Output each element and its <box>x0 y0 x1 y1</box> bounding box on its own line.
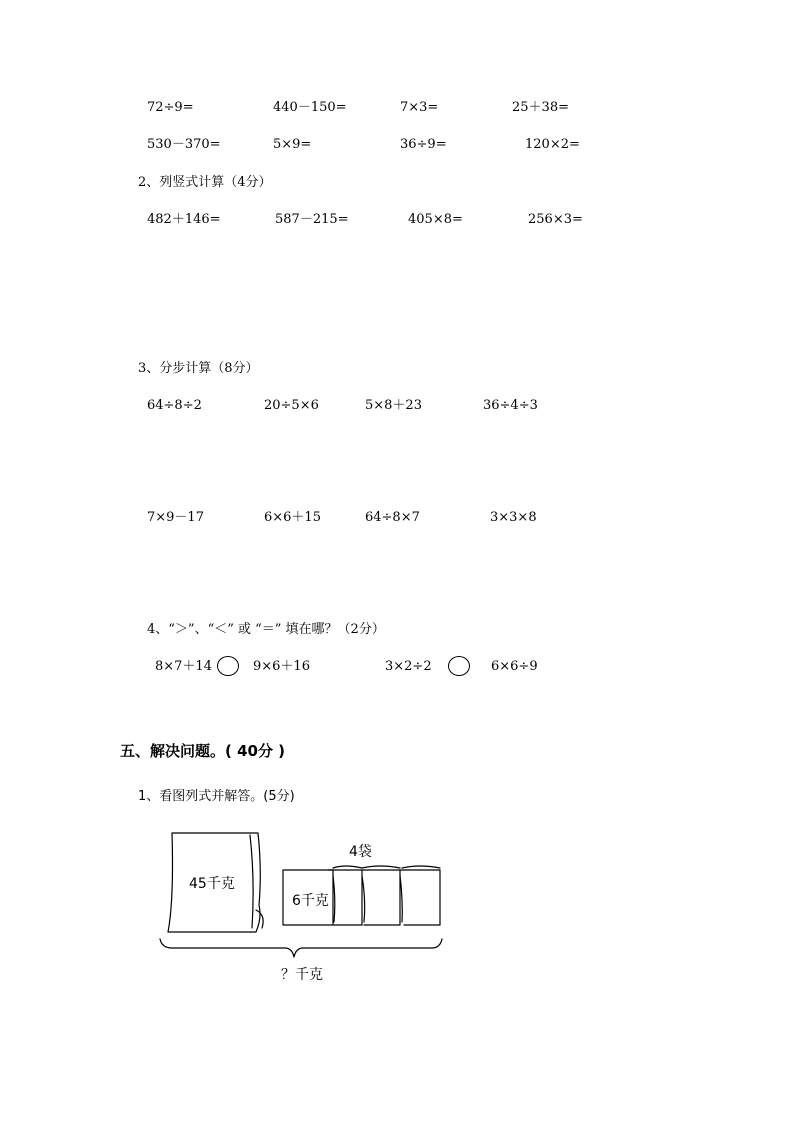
total-weight-label: ？千克 <box>281 967 323 983</box>
steps-item: 20÷5×6 <box>264 398 319 413</box>
oral-item: 72÷9= <box>147 100 194 115</box>
compare-right-expression: 9×6＋16 <box>253 659 310 674</box>
vertical-item: 256×3= <box>528 212 583 227</box>
oral-item: 440－150= <box>273 100 347 115</box>
oral-item: 5×9= <box>273 137 312 152</box>
steps-section-title: 3、分步计算（8分） <box>138 361 259 376</box>
total-brace <box>160 939 442 957</box>
section-five-heading: 五、解决问题。( 40分 ) <box>120 742 286 760</box>
bag-count-label: 4袋 <box>349 844 372 860</box>
vertical-item: 587－215= <box>275 212 349 227</box>
small-bag-label: 6千克 <box>292 893 329 909</box>
oral-item: 25＋38= <box>512 100 569 115</box>
steps-item: 3×3×8 <box>490 510 537 525</box>
compare-section-title: 4、“＞”、“＜” 或 “＝” 填在哪？（2分） <box>147 622 385 637</box>
compare-right-expression: 6×6÷9 <box>491 659 538 674</box>
question-one-prompt: 1、看图列式并解答。(5分) <box>138 789 295 804</box>
steps-item: 5×8＋23 <box>365 398 422 413</box>
steps-item: 6×6＋15 <box>264 510 321 525</box>
steps-item: 7×9－17 <box>147 510 204 525</box>
large-sack-label: 45千克 <box>189 876 235 892</box>
vertical-item: 482＋146= <box>147 212 221 227</box>
steps-item: 64÷8÷2 <box>147 398 202 413</box>
oral-item: 7×3= <box>400 100 439 115</box>
small-bag-shape <box>400 870 440 925</box>
compare-left-expression: 3×2÷2 <box>385 659 432 674</box>
vertical-section-title: 2、列竖式计算（4分） <box>138 175 272 190</box>
oral-item: 120×2= <box>525 137 580 152</box>
vertical-item: 405×8= <box>408 212 463 227</box>
steps-item: 36÷4÷3 <box>483 398 538 413</box>
steps-item: 64÷8×7 <box>365 510 420 525</box>
compare-left-expression: 8×7＋14 <box>155 659 212 674</box>
oral-item: 36÷9= <box>400 137 447 152</box>
small-bag-shape <box>362 870 400 925</box>
oral-item: 530－370= <box>147 137 221 152</box>
